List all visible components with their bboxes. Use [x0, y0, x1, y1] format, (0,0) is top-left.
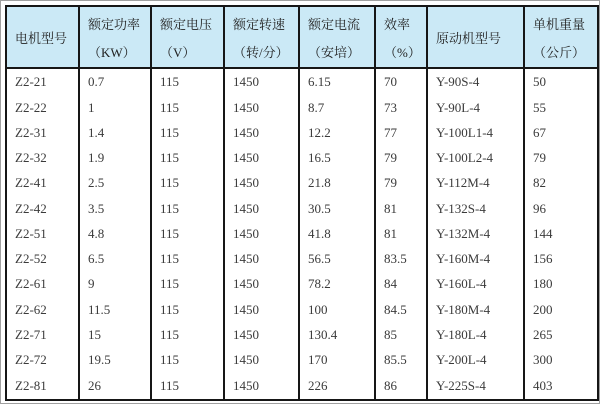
cell-power: 19.5 [79, 348, 151, 373]
cell-model: Z2-31 [6, 120, 79, 145]
cell-weight: 265 [524, 322, 598, 347]
cell-weight: 144 [524, 221, 598, 246]
cell-efficiency: 84 [375, 272, 427, 297]
table-row [6, 171, 598, 196]
cell-prime_mover: Y-100L1-4 [427, 120, 524, 145]
table-row [6, 297, 598, 322]
cell-power: 3.5 [79, 196, 151, 221]
column-unit: （%） [384, 44, 421, 60]
cell-voltage: 115 [151, 196, 224, 221]
column-label: 额定转速 [233, 16, 286, 32]
cell-speed: 1450 [224, 272, 299, 297]
cell-speed: 1450 [224, 221, 299, 246]
cell-prime_mover: Y-90S-4 [427, 68, 524, 95]
cell-weight: 67 [524, 120, 598, 145]
cell-speed: 1450 [224, 95, 299, 120]
cell-power: 11.5 [79, 297, 151, 322]
cell-prime_mover: Y-200L-4 [427, 348, 524, 373]
table-row [6, 120, 598, 145]
table-row [6, 68, 598, 95]
cell-speed: 1450 [224, 171, 299, 196]
cell-voltage: 115 [151, 68, 224, 95]
cell-weight: 156 [524, 247, 598, 272]
cell-model: Z2-51 [6, 221, 79, 246]
table-row [6, 247, 598, 272]
cell-model: Z2-22 [6, 95, 79, 120]
cell-speed: 1450 [224, 322, 299, 347]
cell-weight: 200 [524, 297, 598, 322]
cell-efficiency: 70 [375, 68, 427, 95]
cell-efficiency: 79 [375, 145, 427, 170]
cell-model: Z2-61 [6, 272, 79, 297]
column-unit: （公斤） [533, 44, 586, 60]
cell-speed: 1450 [224, 348, 299, 373]
cell-voltage: 115 [151, 373, 224, 400]
cell-model: Z2-71 [6, 322, 79, 347]
cell-prime_mover: Y-180L-4 [427, 322, 524, 347]
table-body [6, 68, 598, 400]
cell-power: 0.7 [79, 68, 151, 95]
cell-model: Z2-32 [6, 145, 79, 170]
cell-weight: 180 [524, 272, 598, 297]
cell-power: 9 [79, 272, 151, 297]
column-header-prime-mover [427, 6, 524, 68]
motor-spec-table [5, 5, 599, 401]
cell-prime_mover: Y-90L-4 [427, 95, 524, 120]
cell-prime_mover: Y-132S-4 [427, 196, 524, 221]
cell-voltage: 115 [151, 221, 224, 246]
cell-weight: 82 [524, 171, 598, 196]
cell-power: 2.5 [79, 171, 151, 196]
cell-efficiency: 81 [375, 221, 427, 246]
cell-prime_mover: Y-160L-4 [427, 272, 524, 297]
cell-speed: 1450 [224, 68, 299, 95]
cell-voltage: 115 [151, 348, 224, 373]
cell-current: 170 [299, 348, 375, 373]
cell-weight: 300 [524, 348, 598, 373]
cell-current: 100 [299, 297, 375, 322]
cell-current: 41.8 [299, 221, 375, 246]
cell-speed: 1450 [224, 196, 299, 221]
cell-voltage: 115 [151, 95, 224, 120]
column-header-model [6, 6, 79, 68]
cell-current: 12.2 [299, 120, 375, 145]
cell-power: 15 [79, 322, 151, 347]
cell-speed: 1450 [224, 297, 299, 322]
cell-prime_mover: Y-160M-4 [427, 247, 524, 272]
cell-power: 26 [79, 373, 151, 400]
cell-current: 16.5 [299, 145, 375, 170]
cell-weight: 96 [524, 196, 598, 221]
table-row [6, 145, 598, 170]
cell-prime_mover: Y-100L2-4 [427, 145, 524, 170]
cell-speed: 1450 [224, 373, 299, 400]
cell-prime_mover: Y-112M-4 [427, 171, 524, 196]
cell-power: 6.5 [79, 247, 151, 272]
cell-model: Z2-42 [6, 196, 79, 221]
cell-efficiency: 73 [375, 95, 427, 120]
table-row [6, 322, 598, 347]
cell-voltage: 115 [151, 171, 224, 196]
column-label: 单机重量 [533, 16, 586, 32]
cell-efficiency: 86 [375, 373, 427, 400]
column-label: 效率 [384, 16, 411, 32]
table-row [6, 348, 598, 373]
cell-weight: 403 [524, 373, 598, 400]
cell-current: 6.15 [299, 68, 375, 95]
cell-weight: 55 [524, 95, 598, 120]
cell-weight: 79 [524, 145, 598, 170]
cell-model: Z2-72 [6, 348, 79, 373]
cell-current: 78.2 [299, 272, 375, 297]
cell-voltage: 115 [151, 247, 224, 272]
table-row [6, 196, 598, 221]
cell-weight: 50 [524, 68, 598, 95]
cell-model: Z2-81 [6, 373, 79, 400]
cell-power: 1.9 [79, 145, 151, 170]
column-header-power [79, 6, 151, 68]
table-row [6, 221, 598, 246]
column-label: 额定电压 [160, 16, 213, 32]
cell-efficiency: 85.5 [375, 348, 427, 373]
cell-current: 8.7 [299, 95, 375, 120]
cell-current: 30.5 [299, 196, 375, 221]
cell-efficiency: 84.5 [375, 297, 427, 322]
table-row [6, 373, 598, 400]
cell-efficiency: 77 [375, 120, 427, 145]
cell-efficiency: 83.5 [375, 247, 427, 272]
cell-model: Z2-21 [6, 68, 79, 95]
column-unit: （安培） [308, 44, 361, 60]
column-header-current [299, 6, 375, 68]
cell-efficiency: 79 [375, 171, 427, 196]
cell-voltage: 115 [151, 322, 224, 347]
table-row [6, 95, 598, 120]
column-unit: （KW） [88, 44, 136, 60]
cell-model: Z2-41 [6, 171, 79, 196]
header-row [6, 6, 598, 68]
cell-power: 4.8 [79, 221, 151, 246]
column-header-efficiency [375, 6, 427, 68]
column-label: 电机型号 [15, 30, 68, 46]
cell-current: 21.8 [299, 171, 375, 196]
cell-power: 1 [79, 95, 151, 120]
cell-prime_mover: Y-132M-4 [427, 221, 524, 246]
column-unit: （转/分） [233, 44, 289, 60]
column-label: 额定电流 [308, 16, 361, 32]
cell-efficiency: 85 [375, 322, 427, 347]
cell-prime_mover: Y-180M-4 [427, 297, 524, 322]
cell-voltage: 115 [151, 145, 224, 170]
cell-current: 56.5 [299, 247, 375, 272]
cell-speed: 1450 [224, 120, 299, 145]
cell-current: 226 [299, 373, 375, 400]
cell-voltage: 115 [151, 297, 224, 322]
cell-speed: 1450 [224, 145, 299, 170]
cell-model: Z2-62 [6, 297, 79, 322]
column-label: 额定功率 [88, 16, 141, 32]
column-header-speed [224, 6, 299, 68]
column-header-weight [524, 6, 598, 68]
column-unit: （V） [160, 44, 196, 60]
cell-model: Z2-52 [6, 247, 79, 272]
column-header-voltage [151, 6, 224, 68]
cell-speed: 1450 [224, 247, 299, 272]
cell-prime_mover: Y-225S-4 [427, 373, 524, 400]
cell-power: 1.4 [79, 120, 151, 145]
cell-voltage: 115 [151, 272, 224, 297]
cell-voltage: 115 [151, 120, 224, 145]
cell-current: 130.4 [299, 322, 375, 347]
column-label: 原动机型号 [436, 30, 502, 46]
table-row [6, 272, 598, 297]
table-header [6, 6, 598, 68]
cell-efficiency: 81 [375, 196, 427, 221]
